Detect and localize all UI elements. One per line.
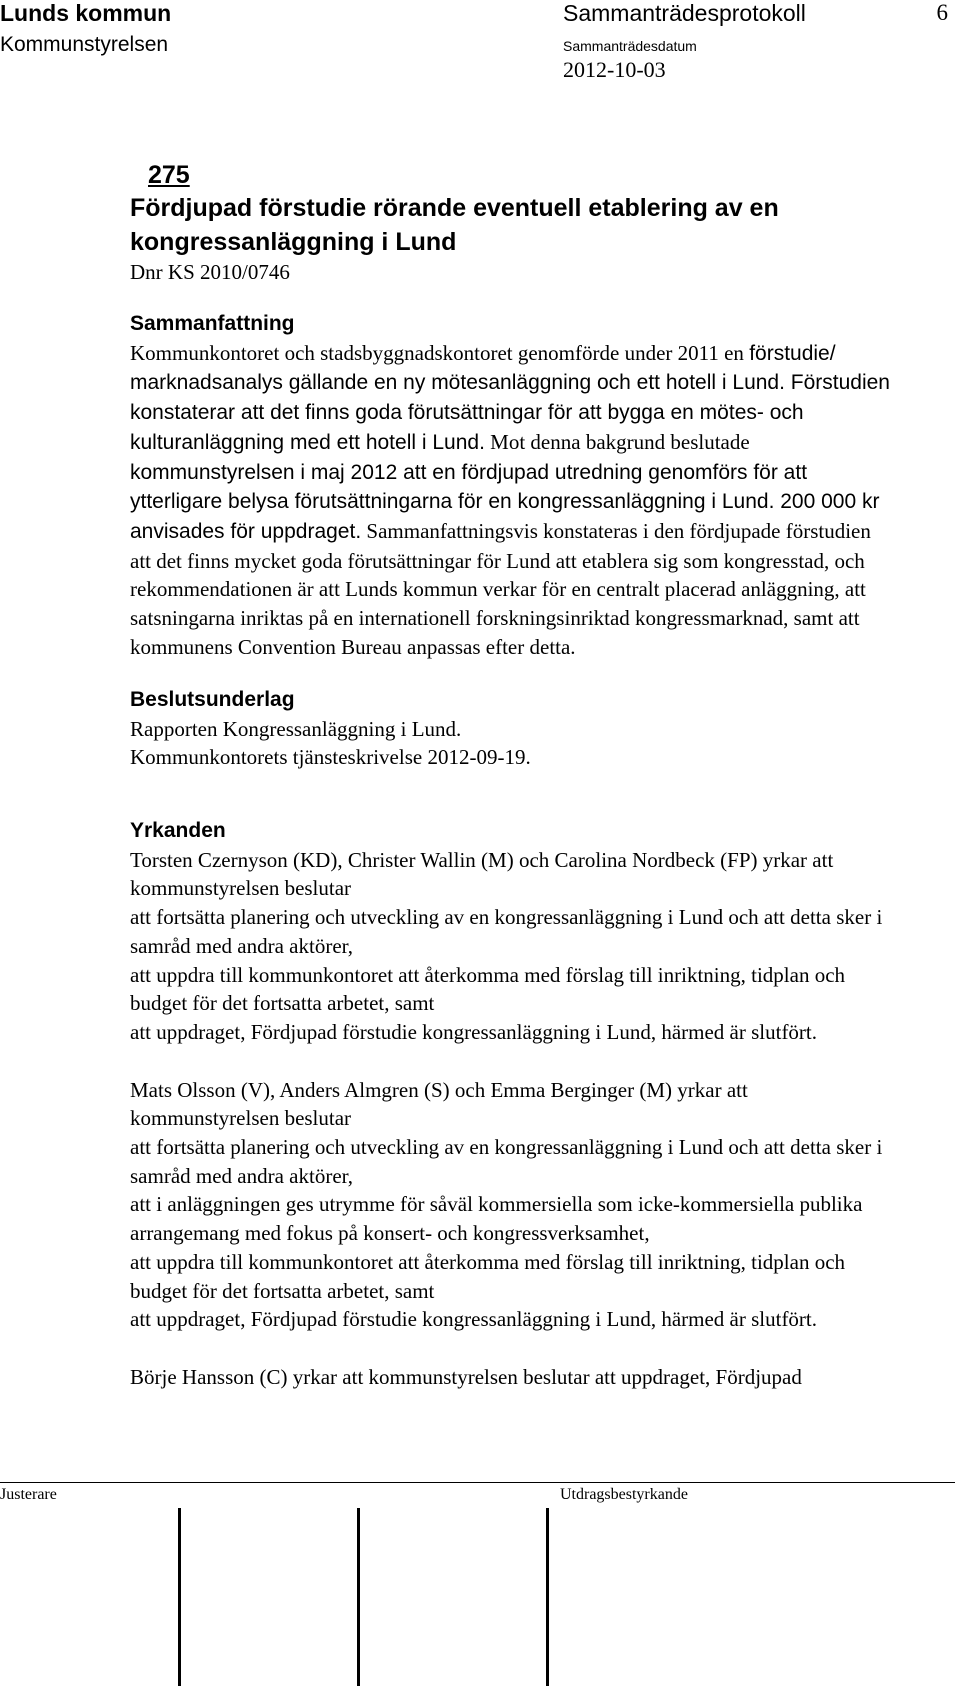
motion-item: att uppdra till kommunkontoret att återkomma med förslag till inriktning, tidplan och budget för det fortsatta arbetet, samt bbox=[130, 962, 846, 1016]
basis-line: Kommunkontorets tjänsteskrivelse 2012-09-19. bbox=[130, 745, 531, 770]
summary-text-2: förstudie/ marknadsanalys gällande en ny mötesanläggning och ett hotell i Lund. Förstudien konstaterar att det finns goda förutsättningar för att bygga en mötes- och kulturanläggning med ett hotell i Lund. bbox=[130, 341, 890, 454]
motion-intro: Mats Olsson (V), Anders Almgren (S) och Emma Berginger (M) yrkar att kommunstyrelsen beslutar bbox=[130, 1077, 748, 1131]
basis-section bbox=[130, 686, 890, 772]
motion bbox=[130, 1363, 890, 1392]
signature-box-divider bbox=[357, 1508, 360, 1686]
motions-heading: Yrkanden bbox=[130, 819, 226, 842]
org-name: Lunds kommun bbox=[0, 0, 172, 26]
motion-item: att i anläggningen ges utrymme för såväl kommersiella som icke-kommersiella publika arrangemang med fokus på konsert- och kongressverksamhet, bbox=[130, 1192, 863, 1246]
basis-heading: Beslutsunderlag bbox=[130, 688, 295, 711]
motions-section bbox=[130, 817, 890, 1392]
motion-item: att uppdraget, Fördjupad förstudie kongressanläggning i Lund, härmed är slutfört. bbox=[130, 1307, 818, 1332]
motion-item: att uppdra till kommunkontoret att återkomma med förslag till inriktning, tidplan och budget för det fortsatta arbetet, samt bbox=[130, 1249, 846, 1303]
summary-section bbox=[130, 310, 890, 661]
summary-text-4: kommunstyrelsen i maj 2012 att en fördjupad utredning genomförs för att ytterligare belysa förutsättningarna för en kongressanläggning i Lund. 200 000 kr anvisades för uppdraget. bbox=[130, 460, 880, 543]
motion-item: att uppdraget, Fördjupad förstudie kongressanläggning i Lund, härmed är slutfört. bbox=[130, 1019, 818, 1044]
document-type: Sammanträdesprotokoll bbox=[563, 0, 806, 26]
date-label: Sammanträdesdatum bbox=[563, 38, 697, 54]
motion bbox=[130, 1076, 890, 1334]
meeting-date: 2012-10-03 bbox=[563, 57, 666, 82]
signature-box-divider bbox=[178, 1508, 181, 1686]
item-title: Fördjupad förstudie rörande eventuell etablering av en kongressanläggning i Lund bbox=[130, 194, 779, 256]
page-number: 6 bbox=[936, 0, 948, 25]
board-name: Kommunstyrelsen bbox=[0, 33, 169, 56]
motion-item: att fortsätta planering och utveckling av en kongressanläggning i Lund och att detta sker i samråd med andra aktörer, bbox=[130, 905, 883, 958]
footer-justerare-label: Justerare bbox=[0, 1486, 57, 1503]
summary-heading: Sammanfattning bbox=[130, 312, 295, 335]
motion-intro: Torsten Czernyson (KD), Christer Wallin (M) och Carolina Nordbeck (FP) yrkar att kommunstyrelsen beslutar bbox=[130, 847, 834, 901]
summary-text-3: Mot denna bakgrund beslutade bbox=[484, 429, 750, 454]
motion bbox=[130, 846, 890, 1047]
footer-utdrag-label: Utdragsbestyrkande bbox=[560, 1486, 688, 1503]
signature-box-divider bbox=[546, 1508, 549, 1686]
item-number: 275 bbox=[148, 161, 190, 189]
basis-line: Rapporten Kongressanläggning i Lund. bbox=[130, 716, 462, 741]
item-dnr: Dnr KS 2010/0746 bbox=[130, 260, 290, 284]
summary-text-5: Sammanfattningsvis konstateras i den fördjupade förstudien att det finns mycket goda förutsättningar för Lund att etablera sig som kongresstad, och rekommendationen är att Lunds kommun verkar för en centralt placerad anläggning, att satsningarna inriktas på en internationell forskningsinriktad kongressmarknad, samt att kommunens Convention Bureau anpassas efter detta. bbox=[130, 518, 871, 659]
motion-item: att fortsätta planering och utveckling av en kongressanläggning i Lund och att detta sker i samråd med andra aktörer, bbox=[130, 1135, 883, 1188]
footer-rule bbox=[0, 1482, 955, 1483]
summary-paragraph bbox=[130, 339, 890, 662]
motion-intro: Börje Hansson (C) yrkar att kommunstyrelsen beslutar att uppdraget, Fördjupad bbox=[130, 1364, 802, 1389]
summary-text-1: Kommunkontoret och stadsbyggnadskontoret genomförde under 2011 en bbox=[130, 340, 750, 365]
